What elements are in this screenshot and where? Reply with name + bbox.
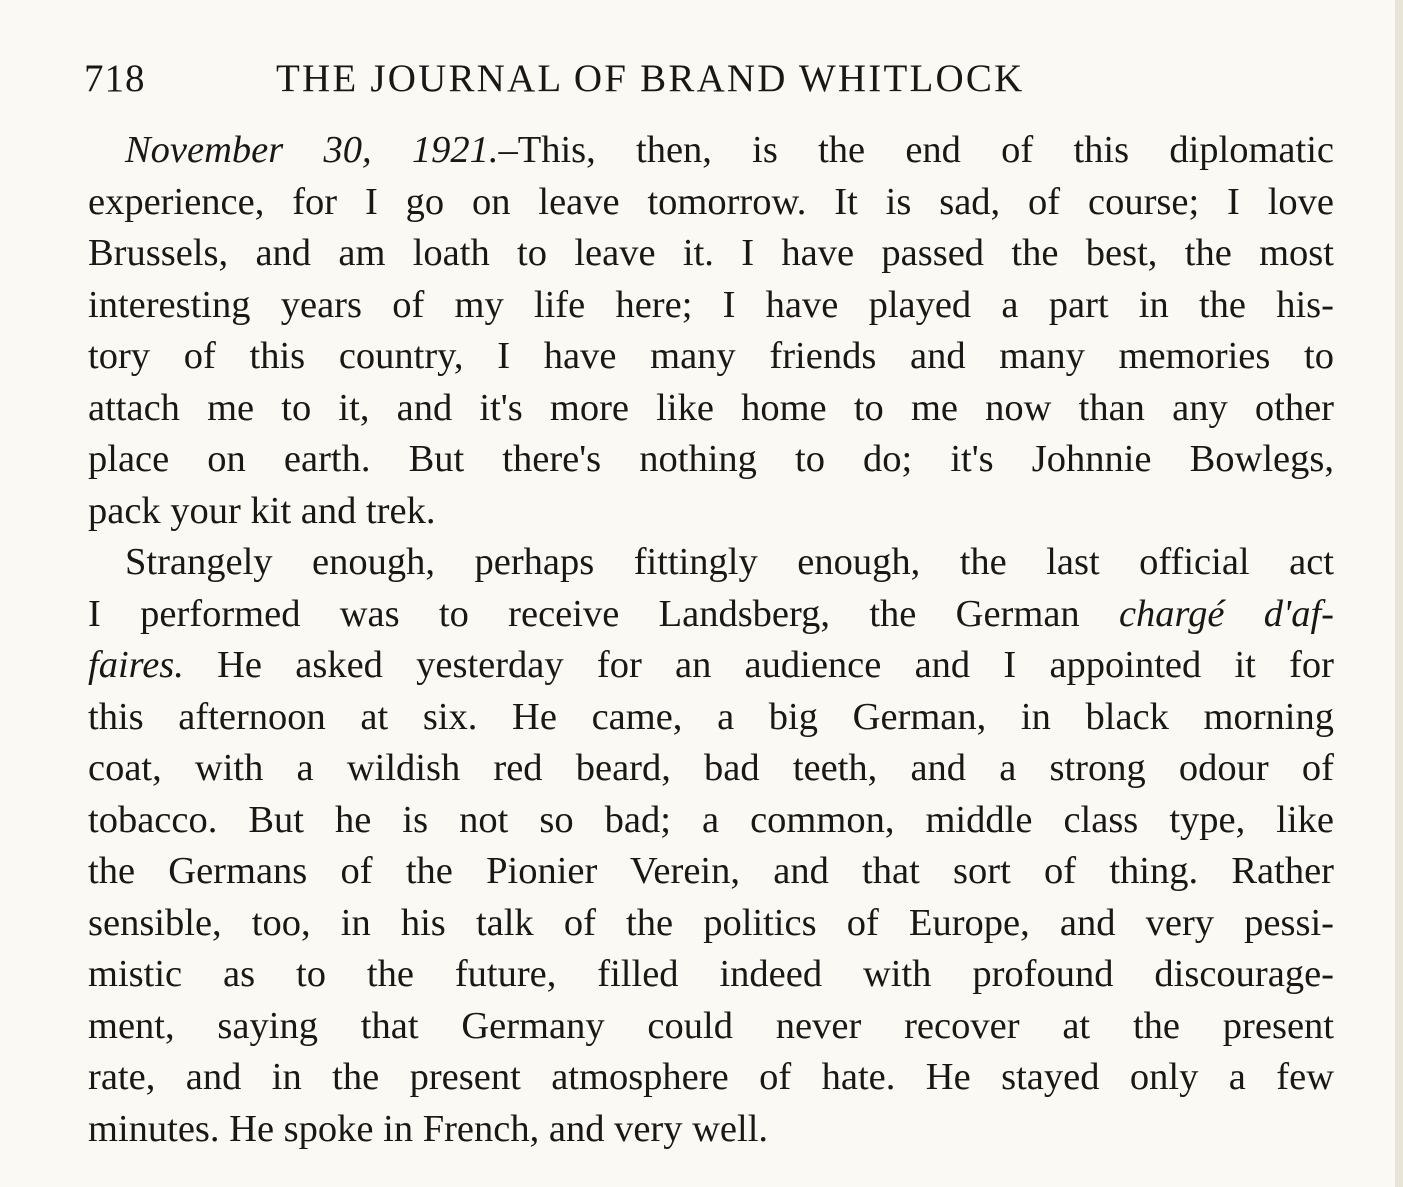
text-run: pack your kit and trek. bbox=[88, 489, 436, 532]
text-line bbox=[88, 177, 1334, 229]
text-run: the Germans of the Pionier Verein, and that sort of thing. Rather bbox=[88, 850, 1334, 892]
text-run: experience, for I go on leave tomorrow. It is sad, of course; I love bbox=[88, 180, 1334, 223]
text-line bbox=[88, 692, 1334, 744]
text-line bbox=[88, 125, 1334, 177]
text-line bbox=[88, 383, 1334, 435]
page-edge bbox=[1395, 0, 1403, 1187]
text-line bbox=[88, 434, 1334, 486]
text-line bbox=[88, 331, 1334, 383]
text-run: attach me to it, and it's more like home to me now than any other bbox=[88, 386, 1334, 429]
text-run: coat, with a wildish red beard, bad teeth, and a strong odour of bbox=[88, 747, 1334, 789]
text-line bbox=[88, 1052, 1334, 1104]
running-head bbox=[84, 56, 1344, 112]
text-run: sensible, too, in his talk of the politics of Europe, and very pessi- bbox=[88, 901, 1334, 944]
text-run: I performed was to receive Landsberg, the German bbox=[88, 592, 1119, 635]
text-run: minutes. He spoke in French, and very well. bbox=[88, 1107, 769, 1150]
text-line bbox=[88, 537, 1334, 589]
text-line bbox=[88, 486, 1334, 538]
text-line bbox=[88, 1001, 1334, 1053]
text-run: mistic as to the future, filled indeed with profound discourage- bbox=[88, 953, 1334, 995]
text-run: ment, saying that Germany could never recover at the present bbox=[88, 1004, 1334, 1047]
text-line bbox=[88, 1104, 1334, 1156]
text-line bbox=[88, 228, 1334, 280]
text-run: this afternoon at six. He came, a big German, in black morning bbox=[88, 695, 1334, 738]
italic-run: faires. bbox=[88, 644, 184, 686]
text-run: Brussels, and am loath to leave it. I have passed the best, the most bbox=[88, 232, 1334, 274]
text-line bbox=[88, 280, 1334, 332]
text-run: rate, and in the present atmosphere of hate. He stayed only a few bbox=[88, 1056, 1334, 1098]
text-run: He asked yesterday for an audience and I appointed it for bbox=[183, 644, 1334, 686]
text-run: tobacco. But he is not so bad; a common, middle class type, like bbox=[88, 798, 1334, 841]
text-line bbox=[88, 743, 1334, 795]
text-line bbox=[88, 846, 1334, 898]
body-text bbox=[88, 125, 1334, 1155]
text-run: place on earth. But there's nothing to do; it's Johnnie Bowlegs, bbox=[88, 438, 1334, 480]
entry-date: November 30, 1921. bbox=[125, 129, 499, 171]
page-number: 718 bbox=[84, 57, 146, 100]
text-line bbox=[88, 949, 1334, 1001]
text-line bbox=[88, 898, 1334, 950]
text-run: Strangely enough, perhaps fittingly enough, the last official act bbox=[125, 541, 1334, 583]
text-line bbox=[88, 795, 1334, 847]
text-run: –This, then, is the end of this diplomatic bbox=[498, 129, 1334, 171]
text-line bbox=[88, 640, 1334, 692]
text-run: tory of this country, I have many friends and many memories to bbox=[88, 335, 1334, 377]
text-line bbox=[88, 589, 1334, 641]
running-head-title: THE JOURNAL OF BRAND WHITLOCK bbox=[276, 57, 1025, 100]
text-run: interesting years of my life here; I have played a part in the his- bbox=[88, 283, 1334, 326]
italic-run: chargé d'af- bbox=[1118, 592, 1335, 635]
